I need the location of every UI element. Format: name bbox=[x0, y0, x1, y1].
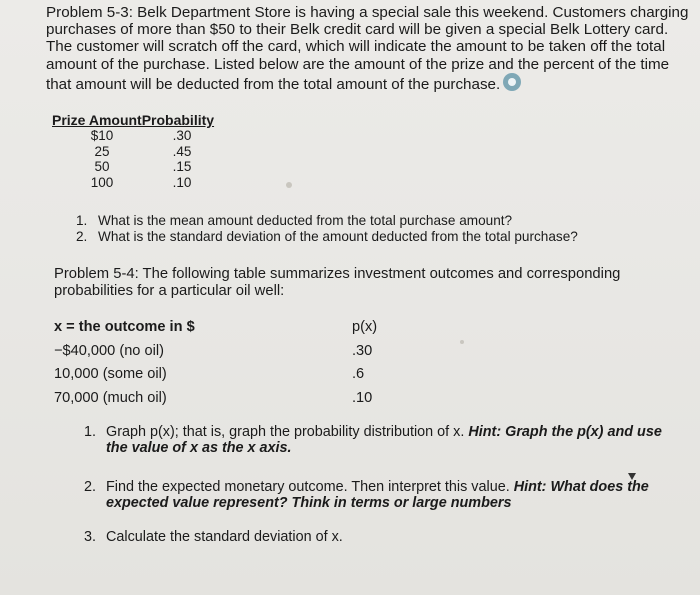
problem-5-3-questions bbox=[76, 213, 578, 245]
table-row bbox=[54, 390, 414, 414]
outcome-table-header bbox=[54, 319, 414, 343]
problem-5-3-line: purchases of more than $50 to their Belk credit card will be given a special Belk Lottery card. bbox=[46, 21, 669, 39]
table-row bbox=[54, 343, 414, 367]
prize-amount: 50 bbox=[94, 159, 110, 175]
outcome-x: 10,000 (some oil) bbox=[54, 366, 167, 383]
list-item bbox=[76, 229, 578, 245]
question-number: 2. bbox=[76, 229, 88, 244]
table-row bbox=[52, 175, 214, 191]
question-hint: Hint: What does the expected value represent? Think in terms or large numbers bbox=[106, 478, 649, 512]
table-row bbox=[52, 144, 214, 160]
outcome-p: .30 bbox=[352, 342, 373, 359]
problem-5-3-line: The customer will scratch off the card, which will indicate the amount to be taken off the total bbox=[46, 38, 666, 56]
outcome-p: .6 bbox=[352, 366, 365, 383]
problem-5-4-line: Problem 5-4: The following table summarizes investment outcomes and corresponding bbox=[54, 266, 621, 282]
question-text: What is the standard deviation of the amount deducted from the total purchase? bbox=[98, 229, 578, 244]
table-row bbox=[52, 159, 214, 175]
problem-5-4-intro bbox=[54, 266, 654, 300]
prize-amount: $10 bbox=[90, 128, 114, 143]
problem-5-3-text bbox=[46, 4, 689, 94]
outcome-x: −$40,000 (no oil) bbox=[54, 342, 164, 359]
prize-table-header: Prize AmountProbability bbox=[52, 112, 215, 128]
question-number: 3. bbox=[84, 528, 97, 545]
pen-mark-icon bbox=[628, 473, 636, 480]
prize-probability: .30 bbox=[172, 128, 192, 143]
prize-probability: .15 bbox=[172, 159, 192, 175]
prize-amount: 25 bbox=[94, 143, 110, 159]
question-text: Calculate the standard deviation of x. bbox=[106, 528, 343, 545]
smudge-dot-icon bbox=[460, 340, 464, 344]
overlay-badge-icon bbox=[503, 73, 521, 91]
header-p: p(x) bbox=[352, 319, 378, 335]
problem-5-3-line: that amount will be deducted from the total amount of the purchase. bbox=[46, 75, 501, 93]
list-item bbox=[84, 424, 664, 457]
list-item bbox=[76, 213, 578, 229]
table-row bbox=[52, 128, 214, 144]
problem-5-4-questions bbox=[84, 424, 664, 562]
smudge-dot-icon bbox=[286, 182, 292, 188]
prize-table bbox=[52, 112, 214, 190]
question-text: What is the mean amount deducted from the total purchase amount? bbox=[98, 213, 513, 228]
list-item bbox=[84, 479, 664, 512]
question-number: 1. bbox=[76, 213, 88, 228]
prize-amount: 100 bbox=[90, 174, 114, 190]
prize-probability: .10 bbox=[172, 174, 192, 190]
problem-5-3-line: amount of the purchase. Listed below are the amount of the prize and the percent of the time bbox=[46, 55, 670, 73]
question-hint: Hint: Graph the p(x) and use the value of x as the x axis. bbox=[106, 424, 662, 457]
outcome-x: 70,000 (much oil) bbox=[54, 390, 167, 407]
header-x: x = the outcome in $ bbox=[54, 319, 195, 335]
problem-5-4-line: probabilities for a particular oil well: bbox=[54, 283, 285, 299]
outcome-table bbox=[54, 319, 414, 414]
question-number: 2. bbox=[84, 478, 97, 495]
question-number: 1. bbox=[84, 424, 97, 440]
outcome-p: .10 bbox=[352, 390, 373, 407]
prize-probability: .45 bbox=[172, 143, 192, 159]
problem-5-3-line: Problem 5-3: Belk Department Store is having a special sale this weekend. Customers charging bbox=[46, 4, 689, 21]
list-item bbox=[84, 529, 664, 545]
question-text: Find the expected monetary outcome. Then interpret this value. bbox=[106, 478, 510, 495]
table-row bbox=[54, 366, 414, 390]
question-text: Graph p(x); that is, graph the probability distribution of x. bbox=[106, 424, 465, 440]
problem-5-3-last-line bbox=[46, 76, 676, 94]
